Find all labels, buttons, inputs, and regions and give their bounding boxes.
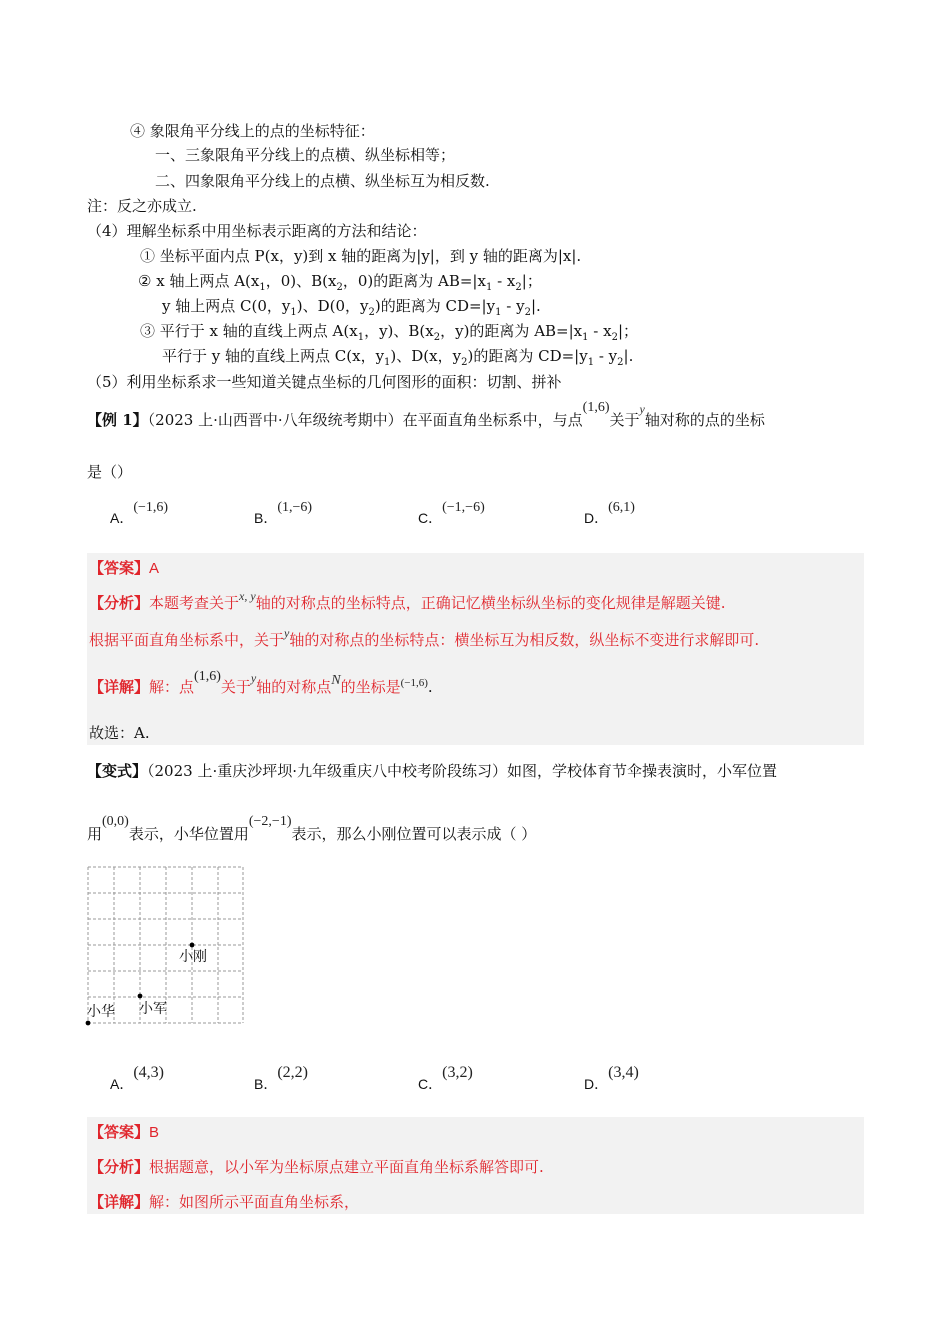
s4-line1: ① 坐标平面内点 P(x，y)到 x 轴的距离为|y|，到 y 轴的距离为|x|. [140,247,582,265]
item4-line1: 一、三象限角平分线上的点横、纵坐标相等； [155,146,456,164]
example1-tag: 【例 1】 [87,411,148,429]
label-xiaogang: 小刚 [179,949,207,965]
variant-option-a[interactable]: A．(4,3) [110,1064,164,1092]
s4-line5: 平行于 y 轴的直线上两点 C(x，$y_1$)、D(x，$y_2$)的距离为 $CD=|y_1 - y_2|$. [162,347,634,368]
example1-analysis2: 根据平面直角坐标系中，关于$^y$轴的对称点的坐标特点：横坐标互为相反数，纵坐标不变进行求解即可. [89,626,760,649]
example1-question: 【例 1】（2023 上·山西晋中·八年级统考期中）在平面直角坐标系中，与点(1,6)关于$^y$轴对称的点的坐标 [87,400,765,429]
example1-detail: 【详解】解：点(1,6)关于$^y$轴的对称点N的坐标是$^{(-1,6)}$. [89,669,433,696]
s4-line2: ② x 轴上两点 $A(x_1$，0)、$B(x_2$，0)的距离为 $AB=|x_1 - x_2|$； [138,272,542,293]
example1-option-a[interactable]: A．(−1,6) [110,500,169,526]
example1-analysis: 【分析】本题考查关于$^{x, y}$轴的对称点的坐标特点，正确记忆横坐标纵坐标的变化规律是解题关键. [89,589,726,612]
example1-solution-box [87,553,864,745]
example1-point: (1,6) [582,400,610,415]
label-xiaohua: 小华 [87,1004,115,1020]
example1-choose: 故选：A. [89,724,150,742]
example1-option-b[interactable]: B．(1,−6) [254,500,313,526]
variant-solution-box [87,1117,864,1214]
label-xiaojun: 小军 [139,1001,167,1017]
variant-question-line2: 用(0,0)表示，小华位置用(−2,−1)表示，那么小刚位置可以表示成（ ） [87,814,537,843]
xiaohua-point [86,1021,91,1026]
s4-line4: ③ 平行于 x 轴的直线上两点 $A(x_1$，y)、$B(x_2$，y)的距离为 $AB=|x_1 - x_2|$； [140,322,639,343]
s4-line3: y 轴上两点 C(0，$y_1$)、D(0，$y_2$)的距离为 $CD=|y_1 - y_2|$. [162,297,541,318]
variant-detail: 【详解】解：如图所示平面直角坐标系， [89,1193,360,1211]
section5: （5）利用坐标系求一些知道关键点坐标的几何图形的面积：切割、拼补 [87,373,562,391]
item4-line2: 二、四象限角平分线上的点横、纵坐标互为相反数. [155,172,490,190]
variant-option-d[interactable]: D．(3,4) [584,1064,639,1092]
example1-answer: 【答案】A [89,559,160,577]
section4-title: （4）理解坐标系中用坐标表示距离的方法和结论： [87,222,427,240]
variant-tag: 【变式】 [87,762,148,780]
item4-title: ④ 象限角平分线上的点的坐标特征： [130,122,375,140]
example1-option-d[interactable]: D．(6,1) [584,500,635,526]
example1-option-c[interactable]: C．(−1,−6) [418,500,485,526]
variant-option-b[interactable]: B．(2,2) [254,1064,308,1092]
variant-option-c[interactable]: C．(3,2) [418,1064,473,1092]
example1-question-line2: 是（） [87,463,133,481]
variant-question: 【变式】（2023 上·重庆沙坪坝·九年级重庆八中校考阶段练习）如图，学校体育节伞操表演时，小军位置 [87,762,777,780]
note-line: 注：反之亦成立. [87,197,197,215]
variant-analysis: 【分析】根据题意，以小军为坐标原点建立平面直角坐标系解答即可. [89,1158,544,1176]
variant-answer: 【答案】B [89,1123,160,1141]
